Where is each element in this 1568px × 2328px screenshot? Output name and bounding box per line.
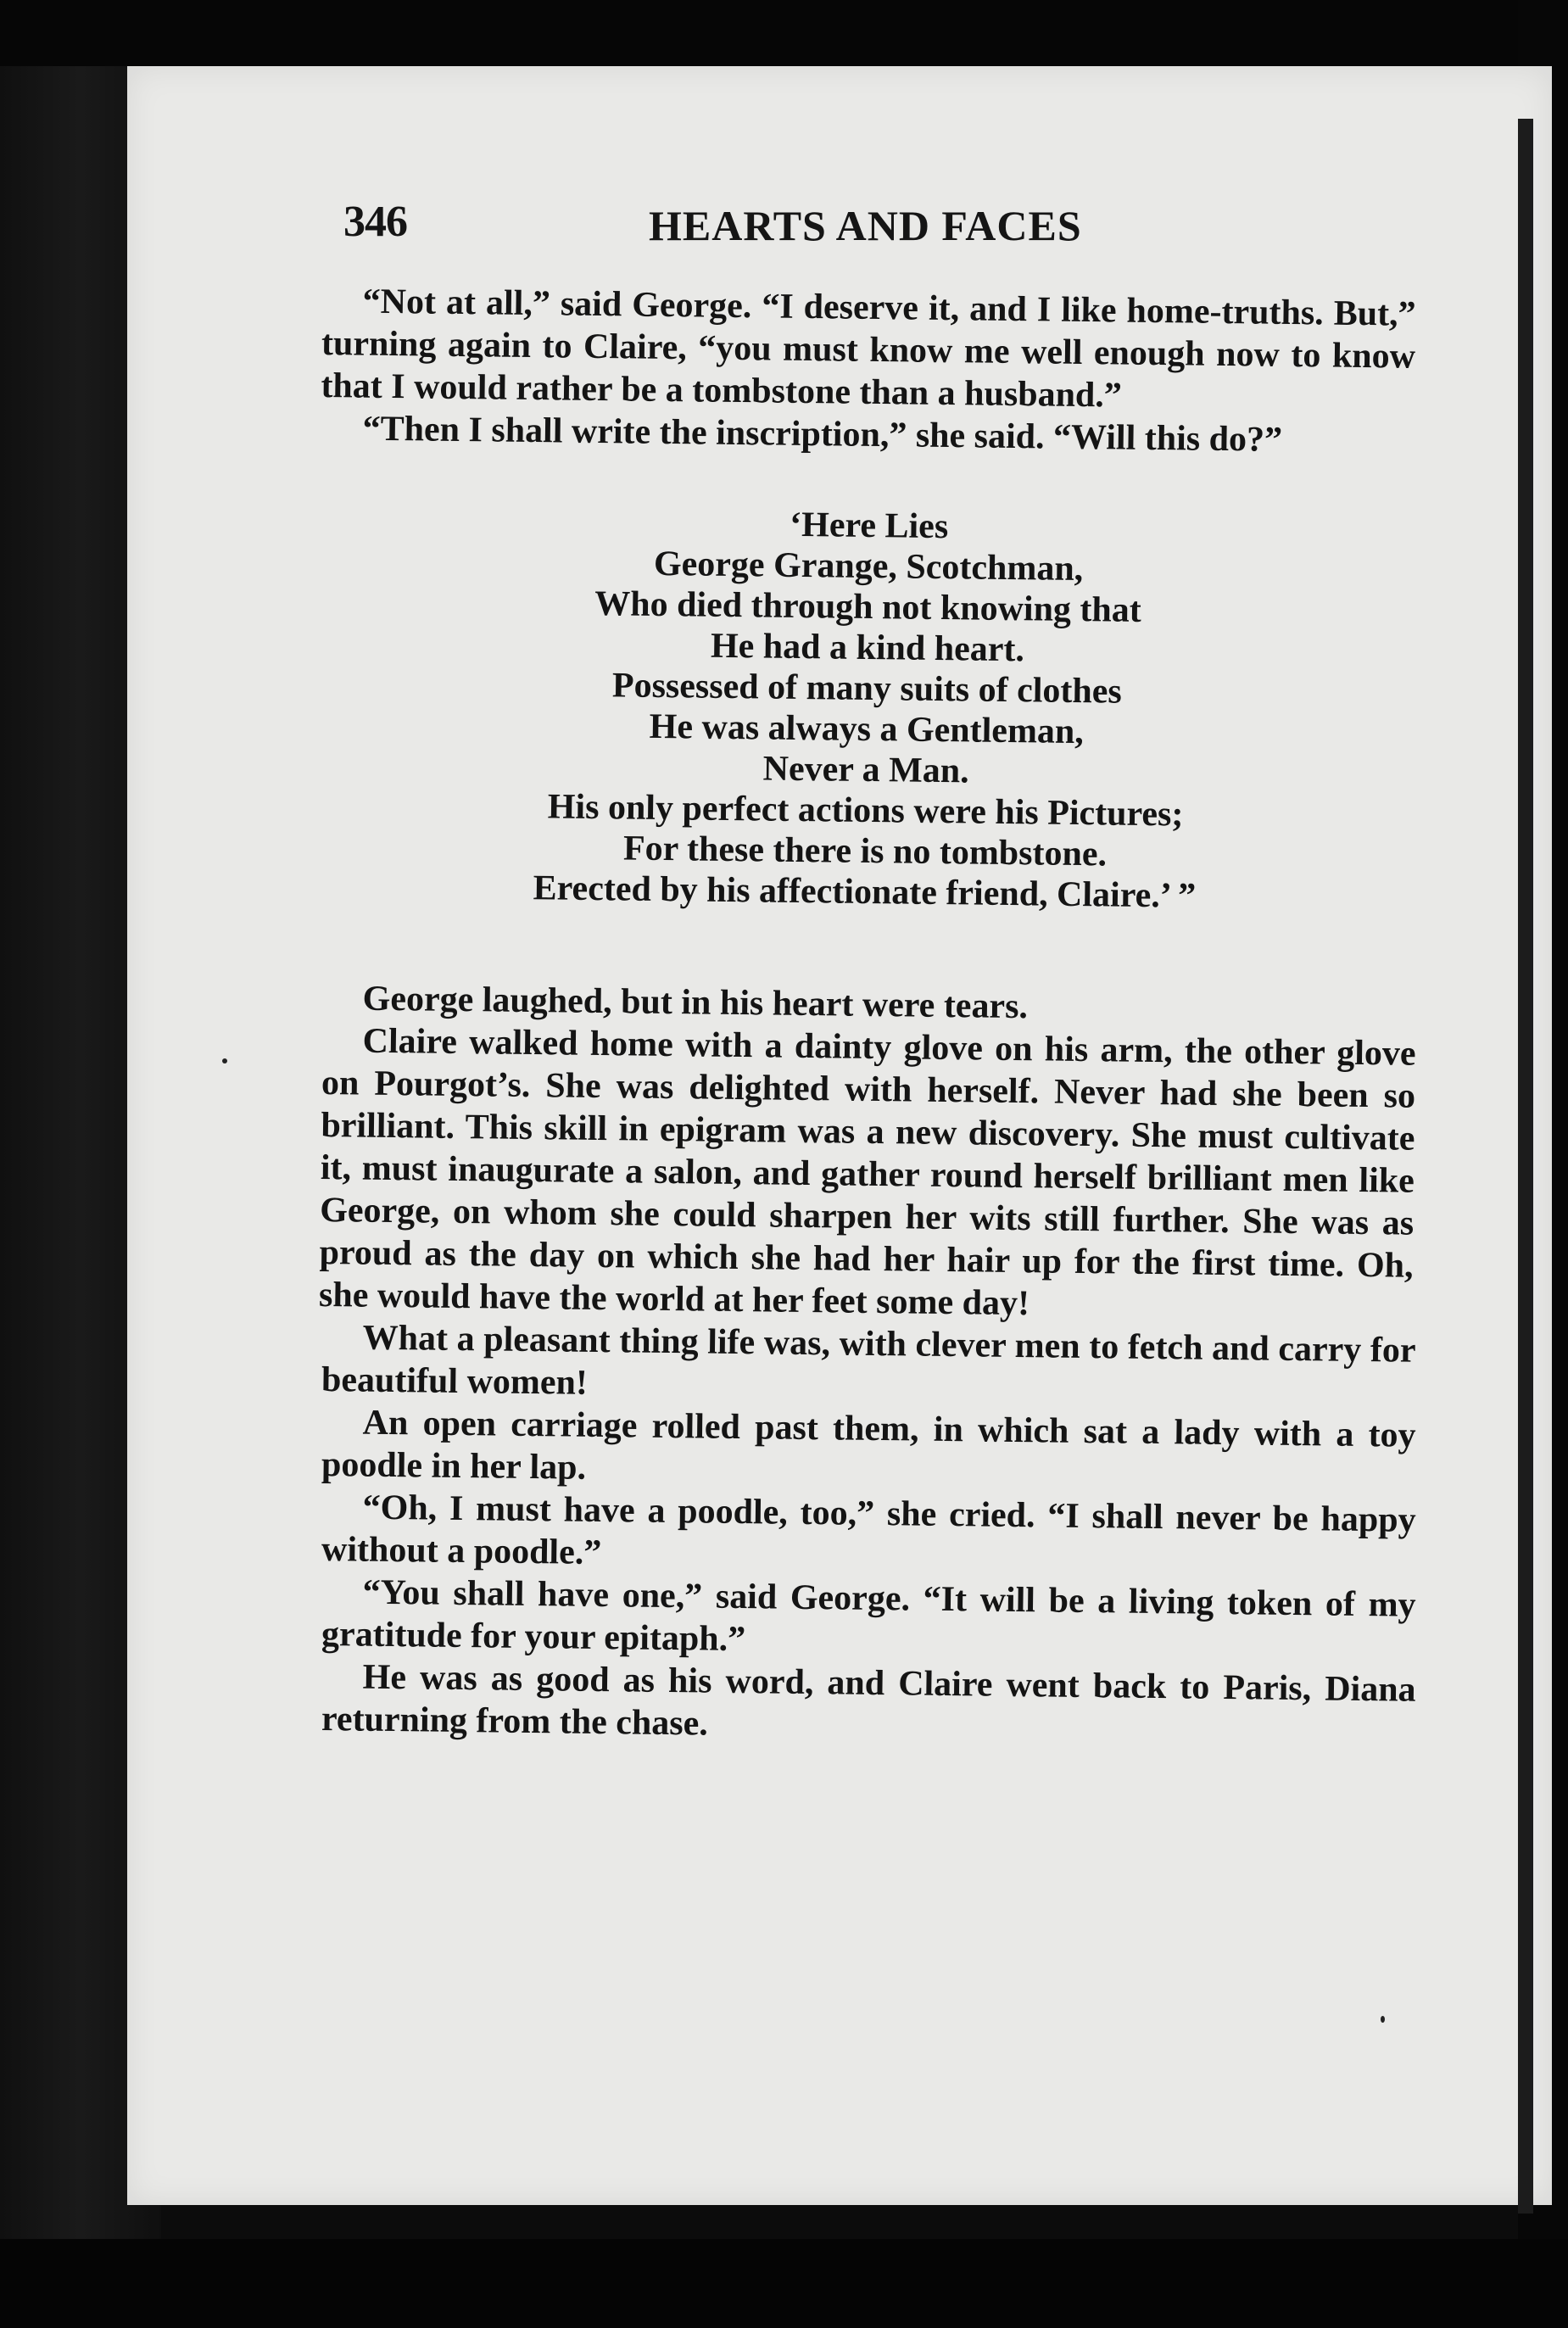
epitaph-poem — [317, 499, 1416, 919]
scan-border-top — [0, 0, 1568, 66]
scan-speck — [1381, 2016, 1385, 2023]
poem-line: For these there is no tombstone. — [622, 829, 1108, 874]
running-title: HEARTS AND FACES — [649, 202, 1082, 249]
poem-line: Who died through not knowing that — [594, 584, 1142, 630]
poem-line: George Grange, Scotchman, — [653, 544, 1084, 589]
poem-line: Never a Man. — [762, 749, 969, 791]
poem-line: ‘Here Lies — [789, 505, 949, 547]
poem-line: His only perfect actions were his Pictures; — [547, 787, 1184, 835]
paragraph: “Not at all,” said George. “I deserve it, and I like home-truths. But,” turning again to Claire, “you must know me well enough now to know that I would rather be a tombstone than a husband.” — [321, 282, 1416, 416]
page-number: 346 — [343, 198, 407, 246]
page-header — [343, 197, 1124, 256]
page-edge — [1518, 119, 1533, 2214]
paragraph: An open carriage rolled past them, in which sat a lady with a toy poodle in her lap. — [321, 1403, 1416, 1488]
poem-line: He was always a Gentleman, — [649, 706, 1085, 752]
poem-line: Possessed of many suits of clothes — [611, 666, 1123, 712]
body-text — [318, 280, 1416, 1744]
scan-speck — [222, 1058, 227, 1064]
paragraph: “Oh, I must have a poodle, too,” she cried. “I shall never be happy without a poodle.” — [321, 1488, 1416, 1573]
poem-line: He had a kind heart. — [710, 626, 1025, 670]
paragraph: Claire walked home with a dainty glove on his arm, the other glove on Pourgot’s. She was delighted with herself. Never had she been so brilliant. This skill in epigram was a new discovery. She must cultivate it, must inaugurate a salon, and gather round herself brilliant men like George, on whom she could sharpen her wits still further. She was as proud as the day on which she had her hair up for the first time. Oh, she would have the world at her feet some day! — [318, 1021, 1416, 1324]
paragraph: “You shall have one,” said George. “It will be a living token of my gratitude for your epitaph.” — [321, 1572, 1416, 1660]
scan-border-bottom — [0, 2239, 1568, 2328]
paragraph: What a pleasant thing life was, with clever men to fetch and carry for beautiful women! — [321, 1318, 1416, 1403]
paragraph: “Then I shall write the inscription,” she said. “Will this do?” — [362, 409, 1283, 460]
paragraph: George laughed, but in his heart were tears. — [362, 979, 1029, 1027]
paragraph: He was as good as his word, and Claire went back to Paris, Diana returning from the chase. — [321, 1657, 1416, 1744]
poem-line: Erected by his affectionate friend, Claire.’ ” — [533, 868, 1197, 916]
